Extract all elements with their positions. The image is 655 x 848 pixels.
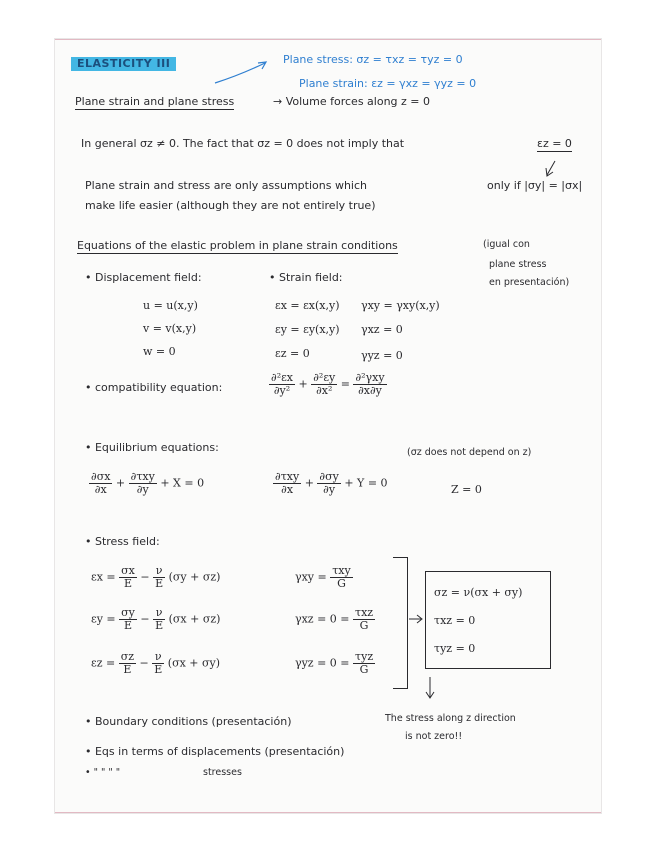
stress-gxz: γxz = 0 = $\frac{\text{τxz}}{G}$ bbox=[295, 606, 374, 632]
strain-label: • Strain field: bbox=[269, 271, 343, 284]
plane-subheading: Plane strain and plane stress bbox=[75, 95, 235, 108]
equations-note-3: en presentación) bbox=[489, 277, 570, 288]
displacement-label: • Displacement field: bbox=[85, 271, 202, 284]
plane-stress-definition: Plane stress: σz = τxz = τyz = 0 bbox=[283, 53, 463, 66]
strain-gyz: γyz = 0 bbox=[361, 349, 403, 362]
equilibrium-z: Z = 0 bbox=[451, 483, 482, 496]
volume-forces-note: → Volume forces along z = 0 bbox=[273, 95, 431, 108]
displacement-w: w = 0 bbox=[143, 345, 176, 358]
stress-ey: εy = $\frac{\sigma y}{E}$ − $\frac{\nu}{E}$ (σx + σz) bbox=[91, 606, 221, 632]
eqs-stresses-dots: • " " " " bbox=[85, 767, 121, 778]
equilibrium-label: • Equilibrium equations: bbox=[85, 441, 219, 454]
equations-heading: Equations of the elastic problem in plane strain conditions bbox=[77, 239, 398, 252]
strain-gxy: γxy = γxy(x,y) bbox=[361, 299, 440, 312]
notebook-page bbox=[54, 38, 602, 814]
stress-note-line-2: is not zero!! bbox=[405, 731, 463, 742]
compat-term-3: $\frac{\text{∂²γxy}}{\partial x\partial y}$ bbox=[355, 371, 385, 397]
equations-note-1: (igual con bbox=[483, 239, 530, 250]
stress-gxy: γxy = $\frac{\text{τxy}}{G}$ bbox=[295, 564, 351, 590]
general-statement: In general σz ≠ 0. The fact that σz = 0 does not imply that bbox=[81, 137, 405, 150]
stress-note-line-1: The stress along z direction bbox=[385, 713, 516, 724]
equilibrium-x: $\frac{\partial\sigma x}{\partial x}$ + $\frac{\text{∂τxy}}{\partial y}$ + X = 0 bbox=[91, 470, 205, 496]
page-title: ELASTICITY III bbox=[71, 57, 176, 71]
stress-group-bracket bbox=[393, 557, 408, 689]
compatibility-label: • compatibility equation: bbox=[85, 381, 223, 394]
compatibility-equation: $\frac{\text{∂²εx}}{\text{∂y²}}$ + $\frac{\text{∂²εy}}{\text{∂x²}}$ = $\frac{\text{∂²γxy}}{\partial x\partial y}$ bbox=[271, 371, 385, 397]
stress-label: • Stress field: bbox=[85, 535, 160, 548]
equilibrium-y: $\frac{\text{∂τxy}}{\partial x}$ + $\frac{\partial\sigma y}{\partial y}$ + Y = 0 bbox=[275, 470, 388, 496]
plane-strain-definition: Plane strain: εz = γxz = γyz = 0 bbox=[299, 77, 477, 90]
strain-ey: εy = εy(x,y) bbox=[275, 323, 340, 336]
compat-term-2: $\frac{\text{∂²εy}}{\text{∂x²}}$ bbox=[313, 371, 336, 397]
result-sigma-z: σz = ν(σx + σy) bbox=[434, 586, 523, 599]
strain-gxz: γxz = 0 bbox=[361, 323, 403, 336]
eqs-stresses-word: stresses bbox=[203, 767, 242, 778]
displacement-v: v = v(x,y) bbox=[143, 322, 197, 335]
result-tau-xz: τxz = 0 bbox=[434, 614, 476, 627]
hand-drawn-arrows bbox=[55, 39, 601, 813]
only-if-condition: only if |σy| = |σx| bbox=[487, 179, 583, 192]
stress-gyz: γyz = 0 = $\frac{\text{τyz}}{G}$ bbox=[295, 650, 374, 676]
general-eps-z: εz = 0 bbox=[537, 137, 572, 150]
equations-note-2: plane stress bbox=[489, 259, 547, 270]
boundary-conditions: • Boundary conditions (presentación) bbox=[85, 715, 292, 728]
result-tau-yz: τyz = 0 bbox=[434, 642, 476, 655]
assumption-line-2: make life easier (although they are not entirely true) bbox=[85, 199, 376, 212]
stress-ez: εz = $\frac{\sigma z}{E}$ − $\frac{\nu}{E}$ (σx + σy) bbox=[91, 650, 221, 676]
assumption-line-1: Plane strain and stress are only assumptions which bbox=[85, 179, 368, 192]
compat-term-1: $\frac{\text{∂²εx}}{\text{∂y²}}$ bbox=[271, 371, 293, 397]
strain-ex: εx = εx(x,y) bbox=[275, 299, 340, 312]
strain-ez: εz = 0 bbox=[275, 347, 310, 360]
equilibrium-note: (σz does not depend on z) bbox=[407, 447, 532, 458]
eqs-displacements: • Eqs in terms of displacements (presentación) bbox=[85, 745, 345, 758]
stress-ex: εx = $\frac{\sigma x}{E}$ − $\frac{\nu}{E}$ (σy + σz) bbox=[91, 564, 221, 590]
displacement-u: u = u(x,y) bbox=[143, 299, 198, 312]
result-box bbox=[425, 571, 551, 669]
